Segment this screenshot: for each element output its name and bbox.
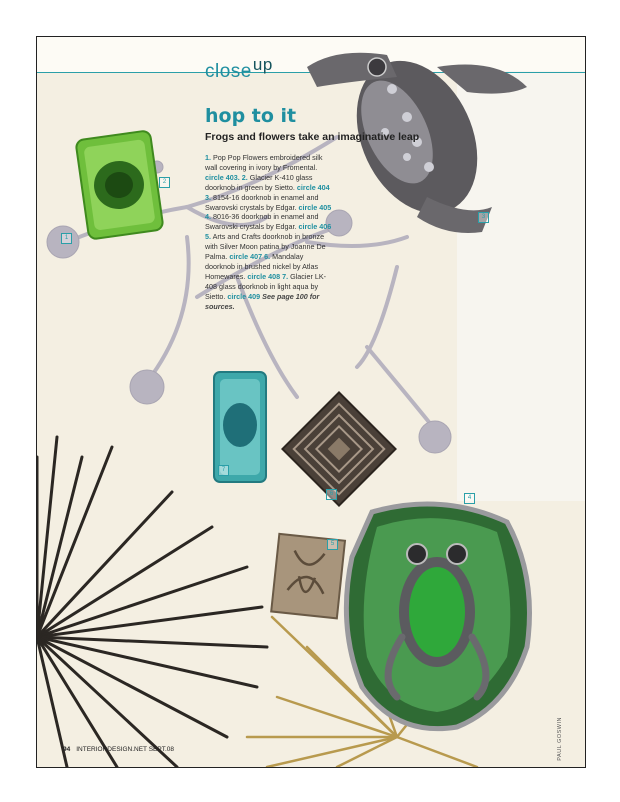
diamond-nickel-doorknob bbox=[282, 392, 395, 505]
item-tag-1: 1 bbox=[61, 233, 72, 244]
item-tag-4: 4 bbox=[464, 493, 475, 504]
entry-2: 2. Glacier K-410 glass doorknob in green by Sietto. circle 404 bbox=[205, 172, 330, 192]
item-tag-2: 2 bbox=[159, 177, 170, 188]
entry-5: 5. Arts and Crafts doorknob in bronze with Silver Moon patina by Joanne De Palma. circle 407 bbox=[205, 232, 326, 262]
entry-6: 6. Mandalay doorknob in brushed nickel by Atlas Homewares. circle 408 bbox=[205, 252, 319, 281]
sources-note: See page 100 for sources. bbox=[205, 291, 320, 311]
flower-dot bbox=[130, 370, 164, 404]
headline: hop to it bbox=[205, 105, 297, 127]
item-tag-6: 6 bbox=[326, 489, 337, 500]
item-tag-3: 3 bbox=[478, 212, 489, 223]
body-copy bbox=[205, 153, 335, 312]
flower-dot bbox=[419, 421, 451, 453]
entry-1: 1. Pop Pop Flowers embroidered silk wall covering in ivory by Fromental. circle 403. bbox=[205, 153, 323, 182]
entry-3: 3. 8154-16 doorknob in enamel and Swarovski crystals by Edgar. circle 405 bbox=[205, 192, 332, 212]
section-label: close$^{up}$ bbox=[205, 55, 273, 82]
magazine-page bbox=[36, 36, 586, 768]
photo-credit: PAUL GOSWIN bbox=[557, 717, 563, 761]
item-tag-5: 5 bbox=[327, 539, 338, 550]
deck: Frogs and flowers take an imaginative leap bbox=[205, 131, 420, 143]
green-enamel-frog-doorknob bbox=[346, 504, 529, 729]
item-tag-7: 7 bbox=[218, 465, 229, 476]
entry-4: 4. 8016-36 doorknob in enamel and Swarovski crystals by Edgar. circle 406 bbox=[205, 212, 332, 232]
wallcovering-illustration bbox=[37, 37, 585, 767]
folio: 94 INTERIORDESIGN.NET SEPT.08 bbox=[63, 746, 174, 753]
green-glass-doorknob bbox=[75, 130, 163, 239]
entry-7: 7. Glacier LK-408 glass doorknob in light aqua by Sietto. circle 409 bbox=[205, 271, 327, 301]
